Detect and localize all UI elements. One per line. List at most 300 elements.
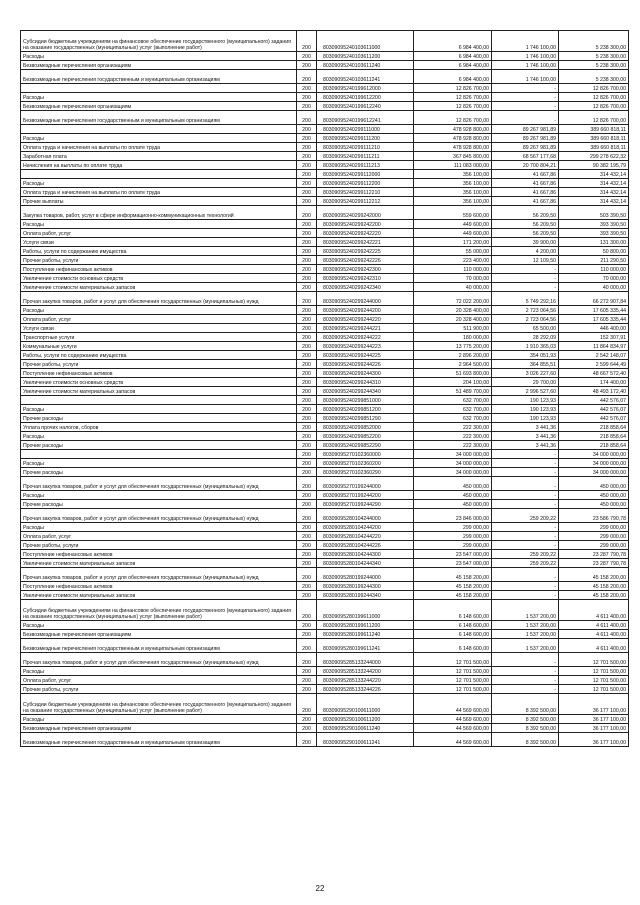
row-code-cell: 200 xyxy=(297,61,317,70)
row-plan-cell: 356 100,00 xyxy=(414,170,492,179)
row-rest-cell: 12 826 700,00 xyxy=(559,111,629,125)
row-code-cell: 200 xyxy=(297,423,317,432)
row-name-cell: Расходы xyxy=(21,52,297,61)
row-code-cell: 200 xyxy=(297,197,317,206)
row-rest-cell: 36 177 100,00 xyxy=(559,724,629,733)
row-plan-cell: 223 400,00 xyxy=(414,256,492,265)
row-plan-cell: 222 300,00 xyxy=(414,432,492,441)
row-plan-cell: 2 896 200,00 xyxy=(414,351,492,360)
table-row xyxy=(21,621,629,630)
row-fact-cell: - xyxy=(492,591,559,600)
row-fact-cell: 364 855,51 xyxy=(492,360,559,369)
row-rest-cell: 90 382 195,79 xyxy=(559,161,629,170)
row-plan-cell: 450 000,00 xyxy=(414,477,492,491)
row-rest-cell: 12 701 500,00 xyxy=(559,667,629,676)
row-kbk-cell: 80309095280104244300 xyxy=(317,550,414,559)
row-code-cell: 200 xyxy=(297,170,317,179)
row-code-cell: 200 xyxy=(297,283,317,292)
row-fact-cell: 41 667,86 xyxy=(492,188,559,197)
row-rest-cell: 34 000 000,00 xyxy=(559,468,629,477)
table-row xyxy=(21,733,629,747)
row-name-cell: Субсидии бюджетным учреждениям на финансовое обеспечение государственного (муниципального) задания на оказание государственных (муниципальных) услуг (выполнение работ) xyxy=(21,31,297,52)
table-row xyxy=(21,111,629,125)
table-row xyxy=(21,523,629,532)
row-plan-cell: 299 000,00 xyxy=(414,532,492,541)
row-code-cell: 200 xyxy=(297,265,317,274)
row-rest-cell: 12 826 700,00 xyxy=(559,102,629,111)
row-fact-cell: 41 667,86 xyxy=(492,197,559,206)
row-name-cell: Поступление нефинансовых активов xyxy=(21,369,297,378)
row-fact-cell: 354 051,93 xyxy=(492,351,559,360)
row-kbk-cell: 80309095240299244200 xyxy=(317,306,414,315)
table-row xyxy=(21,274,629,283)
row-rest-cell: 450 000,00 xyxy=(559,477,629,491)
row-fact-cell: - xyxy=(492,667,559,676)
row-name-cell: Услуги связи xyxy=(21,238,297,247)
row-code-cell: 200 xyxy=(297,500,317,509)
row-rest-cell: 34 000 000,00 xyxy=(559,450,629,459)
row-fact-cell: 259 209,22 xyxy=(492,550,559,559)
row-plan-cell: 12 701 500,00 xyxy=(414,685,492,694)
row-kbk-cell: 80309095240299851290 xyxy=(317,414,414,423)
row-fact-cell: - xyxy=(492,500,559,509)
row-code-cell: 200 xyxy=(297,621,317,630)
row-code-cell: 200 xyxy=(297,247,317,256)
table-row xyxy=(21,70,629,84)
row-kbk-cell: 80309095270199244000 xyxy=(317,477,414,491)
row-kbk-cell: 80309095240299852200 xyxy=(317,432,414,441)
row-plan-cell: 72 022 200,00 xyxy=(414,292,492,306)
row-name-cell: Прочая закупка товаров, работ и услуг для обеспечения государственных (муниципальных) нужд xyxy=(21,292,297,306)
table-body xyxy=(21,31,629,747)
row-rest-cell: 393 390,50 xyxy=(559,229,629,238)
row-plan-cell: 222 300,00 xyxy=(414,423,492,432)
row-fact-cell: - xyxy=(492,102,559,111)
row-kbk-cell: 80309095240103611200 xyxy=(317,52,414,61)
row-plan-cell: 44 569 600,00 xyxy=(414,715,492,724)
row-kbk-cell: 80309095280104244226 xyxy=(317,541,414,550)
row-rest-cell: 2 599 644,49 xyxy=(559,360,629,369)
table-row xyxy=(21,685,629,694)
row-fact-cell: 89 267 981,89 xyxy=(492,125,559,134)
row-rest-cell: 442 576,07 xyxy=(559,396,629,405)
row-kbk-cell: 80309095240299111213 xyxy=(317,161,414,170)
row-fact-cell: - xyxy=(492,685,559,694)
row-name-cell: Начисления на выплаты по оплате труда xyxy=(21,161,297,170)
row-name-cell: Прочая закупка товаров, работ и услуг для обеспечения государственных (муниципальных) нужд xyxy=(21,568,297,582)
row-rest-cell: 389 660 818,11 xyxy=(559,134,629,143)
row-kbk-cell: 80309095280199611000 xyxy=(317,600,414,621)
row-code-cell: 200 xyxy=(297,432,317,441)
row-name-cell xyxy=(21,396,297,405)
row-fact-cell: 8 392 500,00 xyxy=(492,733,559,747)
row-kbk-cell: 80309095240103611241 xyxy=(317,70,414,84)
row-kbk-cell: 80309095280104244340 xyxy=(317,559,414,568)
row-name-cell: Прочие работы, услуги xyxy=(21,360,297,369)
row-code-cell: 200 xyxy=(297,523,317,532)
row-kbk-cell: 80309095240299112200 xyxy=(317,179,414,188)
table-row xyxy=(21,414,629,423)
row-code-cell: 200 xyxy=(297,229,317,238)
row-fact-cell: - xyxy=(492,84,559,93)
row-plan-cell: 450 000,00 xyxy=(414,500,492,509)
table-row xyxy=(21,532,629,541)
row-plan-cell: 356 100,00 xyxy=(414,188,492,197)
row-name-cell: Расходы xyxy=(21,491,297,500)
row-kbk-cell: 80309095280199611240 xyxy=(317,630,414,639)
row-code-cell: 200 xyxy=(297,188,317,197)
row-rest-cell: 442 576,07 xyxy=(559,414,629,423)
row-kbk-cell: 80309095285133244220 xyxy=(317,676,414,685)
row-fact-cell: 3 441,36 xyxy=(492,423,559,432)
row-fact-cell: 8 392 500,00 xyxy=(492,715,559,724)
row-code-cell: 200 xyxy=(297,715,317,724)
row-code-cell: 200 xyxy=(297,509,317,523)
budget-report-sheet xyxy=(20,30,628,747)
row-code-cell: 200 xyxy=(297,414,317,423)
table-row xyxy=(21,715,629,724)
row-kbk-cell: 80309095240299111000 xyxy=(317,125,414,134)
table-row xyxy=(21,369,629,378)
row-code-cell: 200 xyxy=(297,685,317,694)
row-rest-cell: 2 542 148,07 xyxy=(559,351,629,360)
table-row xyxy=(21,342,629,351)
row-fact-cell: 56 209,50 xyxy=(492,206,559,220)
table-row xyxy=(21,450,629,459)
table-row xyxy=(21,134,629,143)
row-name-cell: Безвозмездные перечисления организациям xyxy=(21,724,297,733)
row-rest-cell: 389 660 818,11 xyxy=(559,143,629,152)
row-rest-cell: 314 432,14 xyxy=(559,197,629,206)
row-rest-cell: 393 390,50 xyxy=(559,220,629,229)
row-name-cell: Расходы xyxy=(21,93,297,102)
row-code-cell: 200 xyxy=(297,134,317,143)
row-kbk-cell: 80309095280104244000 xyxy=(317,509,414,523)
row-plan-cell: 171 200,00 xyxy=(414,238,492,247)
row-code-cell: 200 xyxy=(297,143,317,152)
row-rest-cell: 450 000,00 xyxy=(559,491,629,500)
row-rest-cell: 442 576,07 xyxy=(559,405,629,414)
row-plan-cell: 23 547 000,00 xyxy=(414,550,492,559)
row-rest-cell: 45 158 200,00 xyxy=(559,568,629,582)
row-name-cell: Уплата прочих налогов, сборов xyxy=(21,423,297,432)
row-plan-cell: 450 000,00 xyxy=(414,491,492,500)
row-fact-cell: 1 537 200,00 xyxy=(492,639,559,653)
row-kbk-cell: 80309095290100611000 xyxy=(317,694,414,715)
row-kbk-cell: 80309095240299852290 xyxy=(317,441,414,450)
row-rest-cell: 314 432,14 xyxy=(559,188,629,197)
row-plan-cell: 449 600,00 xyxy=(414,220,492,229)
row-fact-cell: 3 441,36 xyxy=(492,441,559,450)
table-row xyxy=(21,170,629,179)
row-rest-cell: 17 605 335,44 xyxy=(559,315,629,324)
row-name-cell: Прочая закупка товаров, работ и услуг для обеспечения государственных (муниципальных) нужд xyxy=(21,653,297,667)
row-name-cell: Безвозмездные перечисления государственным и муниципальным организациям xyxy=(21,70,297,84)
row-code-cell: 200 xyxy=(297,459,317,468)
row-fact-cell: 4 200,00 xyxy=(492,247,559,256)
row-code-cell: 200 xyxy=(297,360,317,369)
row-name-cell: Поступление нефинансовых активов xyxy=(21,265,297,274)
row-rest-cell: 299 000,00 xyxy=(559,541,629,550)
row-name-cell: Услуги связи xyxy=(21,324,297,333)
row-plan-cell: 6 984 400,00 xyxy=(414,52,492,61)
table-row xyxy=(21,247,629,256)
row-code-cell: 200 xyxy=(297,387,317,396)
row-rest-cell: 299 278 622,32 xyxy=(559,152,629,161)
row-rest-cell: 5 238 300,00 xyxy=(559,52,629,61)
table-row xyxy=(21,724,629,733)
row-fact-cell: - xyxy=(492,653,559,667)
row-fact-cell: - xyxy=(492,541,559,550)
table-row xyxy=(21,265,629,274)
row-name-cell: Оплата работ, услуг xyxy=(21,229,297,238)
row-rest-cell: 4 611 400,00 xyxy=(559,621,629,630)
row-name-cell: Субсидии бюджетным учреждениям на финансовое обеспечение государственного (муниципального) задания на оказание государственных (муниципальных) услуг (выполнение работ) xyxy=(21,600,297,621)
row-plan-cell: 34 000 000,00 xyxy=(414,450,492,459)
row-fact-cell: - xyxy=(492,265,559,274)
row-fact-cell: 3 441,36 xyxy=(492,432,559,441)
row-code-cell: 200 xyxy=(297,541,317,550)
table-row xyxy=(21,143,629,152)
row-rest-cell: 299 000,00 xyxy=(559,532,629,541)
row-name-cell: Увеличение стоимости основных средств xyxy=(21,274,297,283)
row-name-cell: Оплата работ, услуг xyxy=(21,676,297,685)
row-rest-cell: 36 177 100,00 xyxy=(559,733,629,747)
table-row xyxy=(21,559,629,568)
row-kbk-cell: 80309095290100611241 xyxy=(317,733,414,747)
row-code-cell: 200 xyxy=(297,568,317,582)
row-fact-cell: 8 392 500,00 xyxy=(492,724,559,733)
row-rest-cell: 12 701 500,00 xyxy=(559,653,629,667)
row-code-cell: 200 xyxy=(297,378,317,387)
row-name-cell: Расходы xyxy=(21,459,297,468)
row-plan-cell: 6 148 600,00 xyxy=(414,630,492,639)
table-row xyxy=(21,102,629,111)
row-kbk-cell: 80309095240299244340 xyxy=(317,387,414,396)
table-row xyxy=(21,667,629,676)
row-code-cell: 200 xyxy=(297,639,317,653)
row-fact-cell: 2 723 064,56 xyxy=(492,306,559,315)
row-plan-cell: 12 701 500,00 xyxy=(414,667,492,676)
row-kbk-cell: 80309095240199612241 xyxy=(317,111,414,125)
row-rest-cell: 48 493 172,40 xyxy=(559,387,629,396)
row-plan-cell: 13 775 200,00 xyxy=(414,342,492,351)
row-plan-cell: 6 984 400,00 xyxy=(414,61,492,70)
row-plan-cell: 299 000,00 xyxy=(414,523,492,532)
row-fact-cell: - xyxy=(492,93,559,102)
row-kbk-cell: 80309095280104244220 xyxy=(317,532,414,541)
row-plan-cell: 12 826 700,00 xyxy=(414,102,492,111)
row-fact-cell: - xyxy=(492,459,559,468)
row-kbk-cell: 80309095240299242221 xyxy=(317,238,414,247)
table-row xyxy=(21,387,629,396)
row-kbk-cell: 80309095270102360290 xyxy=(317,468,414,477)
table-row xyxy=(21,206,629,220)
row-name-cell: Субсидии бюджетным учреждениям на финансовое обеспечение государственного (муниципального) задания на оказание государственных (муниципальных) услуг (выполнение работ) xyxy=(21,694,297,715)
row-code-cell: 200 xyxy=(297,582,317,591)
row-fact-cell: - xyxy=(492,491,559,500)
row-kbk-cell: 80309095240299112212 xyxy=(317,197,414,206)
row-plan-cell: 6 984 400,00 xyxy=(414,70,492,84)
row-rest-cell: 23 586 790,78 xyxy=(559,509,629,523)
row-plan-cell: 12 701 500,00 xyxy=(414,676,492,685)
row-name-cell: Увеличение стоимости материальных запасов xyxy=(21,283,297,292)
row-kbk-cell: 80309095240299242226 xyxy=(317,256,414,265)
row-name-cell: Расходы xyxy=(21,667,297,676)
table-row xyxy=(21,84,629,93)
row-rest-cell: 70 000,00 xyxy=(559,274,629,283)
row-name-cell: Расходы xyxy=(21,220,297,229)
row-fact-cell: 28 292,09 xyxy=(492,333,559,342)
row-fact-cell: - xyxy=(492,568,559,582)
row-rest-cell: 36 177 100,00 xyxy=(559,715,629,724)
row-code-cell: 200 xyxy=(297,724,317,733)
row-kbk-cell: 80309095290100611240 xyxy=(317,724,414,733)
row-fact-cell: 56 209,50 xyxy=(492,220,559,229)
row-rest-cell: 17 605 335,44 xyxy=(559,306,629,315)
row-name-cell xyxy=(21,450,297,459)
row-name-cell: Оплата труда и начисления на выплаты по оплате труда xyxy=(21,143,297,152)
row-fact-cell: 1 746 100,00 xyxy=(492,52,559,61)
row-rest-cell: 218 858,64 xyxy=(559,423,629,432)
row-code-cell: 200 xyxy=(297,93,317,102)
row-name-cell: Безвозмездные перечисления организациям xyxy=(21,102,297,111)
row-plan-cell: 12 701 500,00 xyxy=(414,653,492,667)
row-fact-cell: 20 700 804,21 xyxy=(492,161,559,170)
row-name-cell: Увеличение стоимости материальных запасов xyxy=(21,591,297,600)
row-plan-cell: 70 000,00 xyxy=(414,274,492,283)
row-code-cell: 200 xyxy=(297,31,317,52)
row-kbk-cell: 80309095240103611000 xyxy=(317,31,414,52)
row-plan-cell: 44 569 600,00 xyxy=(414,724,492,733)
table-row xyxy=(21,179,629,188)
row-fact-cell: - xyxy=(492,582,559,591)
row-name-cell: Расходы xyxy=(21,405,297,414)
row-plan-cell: 23 846 000,00 xyxy=(414,509,492,523)
row-kbk-cell: 80309095280199611200 xyxy=(317,621,414,630)
row-kbk-cell: 80309095240299111200 xyxy=(317,134,414,143)
row-name-cell: Расходы xyxy=(21,134,297,143)
row-plan-cell: 51 489 700,00 xyxy=(414,387,492,396)
row-fact-cell: - xyxy=(492,468,559,477)
row-plan-cell: 12 826 700,00 xyxy=(414,84,492,93)
row-name-cell: Безвозмездные перечисления государственным и муниципальным организациям xyxy=(21,733,297,747)
row-plan-cell: 44 569 600,00 xyxy=(414,694,492,715)
row-name-cell: Безвозмездные перечисления государственным и муниципальным организациям xyxy=(21,639,297,653)
table-row xyxy=(21,256,629,265)
row-name-cell: Прочая закупка товаров, работ и услуг для обеспечения государственных (муниципальных) нужд xyxy=(21,509,297,523)
table-row xyxy=(21,639,629,653)
row-kbk-cell: 80309095240299244223 xyxy=(317,342,414,351)
row-fact-cell: 12 109,50 xyxy=(492,256,559,265)
row-code-cell: 200 xyxy=(297,694,317,715)
row-rest-cell: 4 611 400,00 xyxy=(559,600,629,621)
row-kbk-cell: 80309095240103611240 xyxy=(317,61,414,70)
row-code-cell: 200 xyxy=(297,550,317,559)
row-fact-cell: 190 123,93 xyxy=(492,414,559,423)
row-rest-cell: 131 300,00 xyxy=(559,238,629,247)
row-name-cell: Безвозмездные перечисления организациям xyxy=(21,61,297,70)
table-row xyxy=(21,432,629,441)
row-name-cell: Безвозмездные перечисления организациям xyxy=(21,630,297,639)
row-kbk-cell: 80309095290100611200 xyxy=(317,715,414,724)
row-plan-cell: 204 100,00 xyxy=(414,378,492,387)
row-fact-cell: 5 749 292,16 xyxy=(492,292,559,306)
row-fact-cell: 89 267 981,89 xyxy=(492,143,559,152)
row-name-cell: Расходы xyxy=(21,432,297,441)
row-name-cell: Прочие расходы xyxy=(21,414,297,423)
table-row xyxy=(21,541,629,550)
row-name-cell: Безвозмездные перечисления государственным и муниципальным организациям xyxy=(21,111,297,125)
table-row xyxy=(21,477,629,491)
row-fact-cell: 1 746 100,00 xyxy=(492,61,559,70)
row-kbk-cell: 80309095280199244340 xyxy=(317,591,414,600)
row-rest-cell: 110 000,00 xyxy=(559,265,629,274)
table-row xyxy=(21,351,629,360)
row-rest-cell: 12 826 700,00 xyxy=(559,93,629,102)
table-row xyxy=(21,93,629,102)
row-code-cell: 200 xyxy=(297,491,317,500)
row-plan-cell: 45 158 200,00 xyxy=(414,582,492,591)
row-rest-cell: 36 177 100,00 xyxy=(559,694,629,715)
row-code-cell: 200 xyxy=(297,600,317,621)
row-name-cell: Поступление нефинансовых активов xyxy=(21,550,297,559)
table-row xyxy=(21,550,629,559)
row-kbk-cell: 80309095240299244221 xyxy=(317,324,414,333)
row-code-cell: 200 xyxy=(297,324,317,333)
table-row xyxy=(21,500,629,509)
expenditure-table xyxy=(20,30,629,747)
row-fact-cell: - xyxy=(492,676,559,685)
table-row xyxy=(21,315,629,324)
row-name-cell: Прочие выплаты xyxy=(21,197,297,206)
row-plan-cell: 12 826 700,00 xyxy=(414,111,492,125)
row-plan-cell: 559 600,00 xyxy=(414,206,492,220)
row-name-cell: Прочая закупка товаров, работ и услуг для обеспечения государственных (муниципальных) нужд xyxy=(21,477,297,491)
row-code-cell: 200 xyxy=(297,351,317,360)
row-plan-cell: 356 100,00 xyxy=(414,179,492,188)
row-rest-cell: 23 287 790,78 xyxy=(559,550,629,559)
row-fact-cell: 41 667,86 xyxy=(492,179,559,188)
row-kbk-cell: 80309095285133244000 xyxy=(317,653,414,667)
row-plan-cell: 511 900,00 xyxy=(414,324,492,333)
table-row xyxy=(21,468,629,477)
row-name-cell: Прочие работы, услуги xyxy=(21,256,297,265)
row-fact-cell: - xyxy=(492,274,559,283)
row-code-cell: 200 xyxy=(297,179,317,188)
row-fact-cell: 8 392 500,00 xyxy=(492,694,559,715)
row-plan-cell: 110 000,00 xyxy=(414,265,492,274)
table-row xyxy=(21,283,629,292)
row-rest-cell: 314 432,14 xyxy=(559,170,629,179)
row-code-cell: 200 xyxy=(297,441,317,450)
row-code-cell: 200 xyxy=(297,676,317,685)
table-row xyxy=(21,653,629,667)
row-name-cell xyxy=(21,170,297,179)
row-rest-cell: 12 701 500,00 xyxy=(559,685,629,694)
row-fact-cell: 1 537 200,00 xyxy=(492,621,559,630)
table-row xyxy=(21,324,629,333)
row-rest-cell: 12 826 700,00 xyxy=(559,84,629,93)
row-code-cell: 200 xyxy=(297,306,317,315)
row-fact-cell: - xyxy=(492,450,559,459)
row-fact-cell: - xyxy=(492,111,559,125)
row-code-cell: 200 xyxy=(297,84,317,93)
row-fact-cell: 1 746 100,00 xyxy=(492,31,559,52)
row-plan-cell: 34 000 000,00 xyxy=(414,459,492,468)
row-kbk-cell: 80309095240299111210 xyxy=(317,143,414,152)
row-plan-cell: 45 158 200,00 xyxy=(414,568,492,582)
